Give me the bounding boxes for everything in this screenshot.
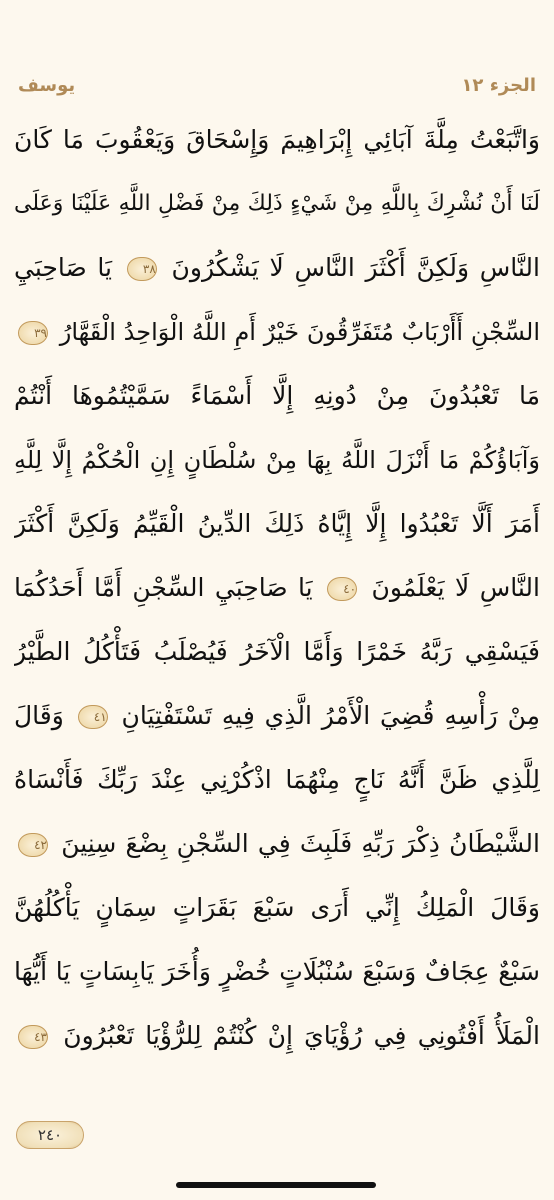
text-line	[14, 364, 540, 428]
text-line	[14, 876, 540, 940]
text-line	[14, 556, 540, 620]
text-line	[14, 748, 540, 812]
text-line	[14, 428, 540, 492]
text-line	[14, 492, 540, 556]
juz-label: الجزء ١٢	[461, 74, 536, 96]
page-header	[18, 70, 536, 100]
surah-name: يوسف	[18, 74, 76, 96]
verse-text: سَبْعٌ عِجَافٌ وَسَبْعَ سُنْبُلَاتٍ خُضْرٍ وَأُخَرَ يَابِسَاتٍ يَا أَيُّهَا	[14, 957, 540, 986]
verse-text: النَّاسِ وَلَكِنَّ أَكْثَرَ النَّاسِ لَا يَشْكُرُونَ	[171, 253, 540, 282]
verse-text: الشَّيْطَانُ ذِكْرَ رَبِّهِ فَلَبِثَ فِي السِّجْنِ بِضْعَ سِنِينَ	[61, 829, 540, 858]
text-line	[14, 620, 540, 684]
verse-text: النَّاسِ لَا يَعْلَمُونَ	[371, 573, 540, 602]
verse-text: لِلَّذِي ظَنَّ أَنَّهُ نَاجٍ مِنْهُمَا اذْكُرْنِي عِنْدَ رَبِّكَ فَأَنْسَاهُ	[14, 765, 540, 794]
verse-text: وَآبَاؤُكُمْ مَا أَنْزَلَ اللَّهُ بِهَا مِنْ سُلْطَانٍ إِنِ الْحُكْمُ إِلَّا لِلَّهِ	[14, 446, 540, 474]
ayah-marker[interactable]: ٤٠	[327, 577, 357, 601]
verse-text: وَقَالَ الْمَلِكُ إِنِّي أَرَى سَبْعَ بَقَرَاتٍ سِمَانٍ يَأْكُلُهُنَّ	[14, 893, 540, 922]
text-line	[14, 300, 540, 364]
ayah-marker[interactable]: ٤٢	[18, 833, 48, 857]
text-line	[14, 172, 540, 236]
verse-text: يَا صَاحِبَيِ	[14, 253, 113, 282]
verse-text: فَيَسْقِي رَبَّهُ خَمْرًا وَأَمَّا الْآخَرُ فَيُصْلَبُ فَتَأْكُلُ الطَّيْرُ	[14, 637, 540, 666]
text-line	[14, 108, 540, 172]
verse-text: السِّجْنِ أَأَرْبَابٌ مُتَفَرِّقُونَ خَيْرٌ أَمِ اللَّهُ الْوَاحِدُ الْقَهَّارُ	[59, 318, 540, 346]
ayah-marker[interactable]: ٣٨	[127, 257, 157, 281]
verse-text: لَنَا أَنْ نُشْرِكَ بِاللَّهِ مِنْ شَيْءٍ ذَلِكَ مِنْ فَضْلِ اللَّهِ عَلَيْنَا وَعَلَى	[14, 191, 540, 216]
text-line	[14, 940, 540, 1004]
text-line	[14, 236, 540, 300]
verse-text: وَقَالَ	[14, 701, 64, 730]
text-line	[14, 1004, 540, 1068]
verse-text: مَا تَعْبُدُونَ مِنْ دُونِهِ إِلَّا أَسْمَاءً سَمَّيْتُمُوهَا أَنْتُمْ	[14, 381, 540, 410]
verse-text: وَاتَّبَعْتُ مِلَّةَ آبَائِي إِبْرَاهِيمَ وَإِسْحَاقَ وَيَعْقُوبَ مَا كَانَ	[14, 125, 540, 154]
verse-text: يَا صَاحِبَيِ السِّجْنِ أَمَّا أَحَدُكُمَا	[14, 573, 313, 602]
text-line	[14, 812, 540, 876]
text-line	[14, 684, 540, 748]
home-indicator	[176, 1182, 376, 1188]
verse-text: الْمَلَأُ أَفْتُونِي فِي رُؤْيَايَ إِنْ كُنْتُمْ لِلرُّؤْيَا تَعْبُرُونَ	[63, 1021, 540, 1050]
ayah-marker[interactable]: ٤١	[78, 705, 108, 729]
quran-text	[14, 108, 540, 1068]
verse-text: أَمَرَ أَلَّا تَعْبُدُوا إِلَّا إِيَّاهُ ذَلِكَ الدِّينُ الْقَيِّمُ وَلَكِنَّ أَكْثَرَ	[14, 509, 540, 538]
verse-text: مِنْ رَأْسِهِ قُضِيَ الْأَمْرُ الَّذِي فِيهِ تَسْتَفْتِيَانِ	[121, 701, 540, 730]
page-number-badge[interactable]: ٢٤٠	[16, 1121, 84, 1149]
ayah-marker[interactable]: ٣٩	[18, 321, 48, 345]
ayah-marker[interactable]: ٤٣	[18, 1025, 48, 1049]
